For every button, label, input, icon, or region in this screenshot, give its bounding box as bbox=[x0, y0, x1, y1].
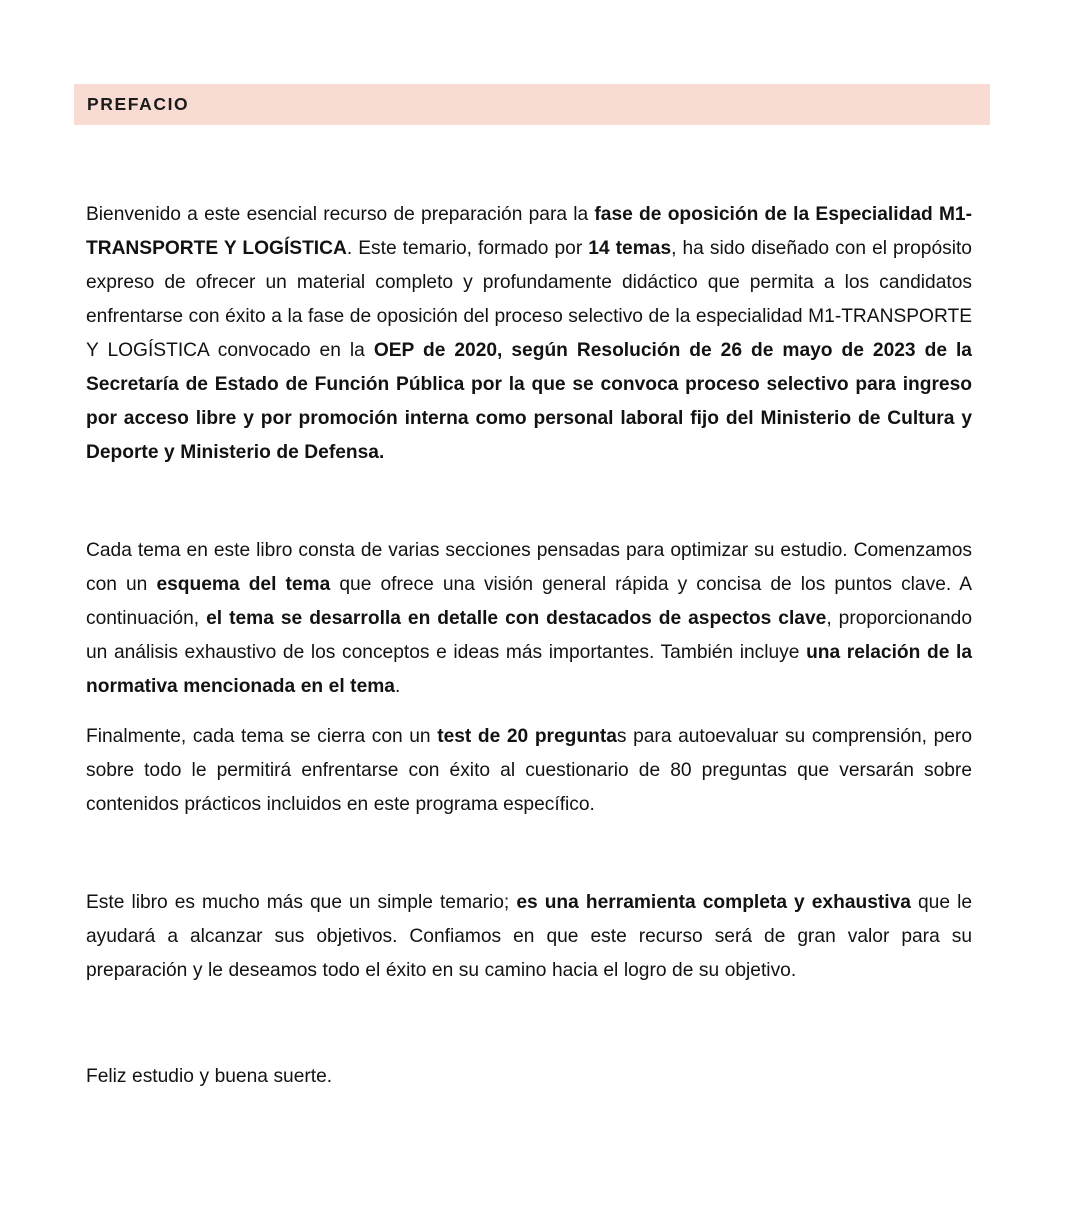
paragraph-estructura bbox=[86, 534, 972, 704]
text-run-regular: que le ayudará a alcanzar sus objetivos. Confiamos en que este recurso será de gran valor para su preparación y le deseamos todo el éxito en su camino hacia el logro de su objetivo. bbox=[86, 892, 972, 981]
paragraph-despedida bbox=[86, 1060, 972, 1094]
text-run-regular: . Este temario, formado por bbox=[346, 238, 589, 259]
text-run-bold: es una herramienta completa y exhaustiva bbox=[516, 892, 911, 913]
text-run-bold: test de 20 pregunta bbox=[437, 726, 617, 747]
text-run-bold: una relación de la normativa mencionada en el tema bbox=[86, 642, 972, 697]
text-run-bold: fase de oposición de la Especialidad M1-TRANSPORTE Y LOGÍSTICA bbox=[86, 204, 972, 259]
text-run-bold: OEP de 2020, según Resolución de 26 de mayo de 2023 de la Secretaría de Estado de Función Pública por la que se convoca proceso selectivo para ingreso por acceso libre y por promoción interna como personal laboral fijo del Ministerio de Cultura y Deporte y Ministerio de Defensa. bbox=[86, 340, 972, 463]
text-run-bold: el tema se desarrolla en detalle con destacados de aspectos clave bbox=[206, 608, 827, 629]
text-run-bold: esquema del tema bbox=[156, 574, 331, 595]
paragraph-spacer bbox=[86, 470, 972, 534]
text-run-regular: Este libro es mucho más que un simple temario; bbox=[86, 892, 517, 913]
section-header-title: PREFACIO bbox=[87, 94, 190, 114]
paragraph-spacer bbox=[86, 822, 972, 886]
paragraph-spacer bbox=[86, 704, 972, 720]
paragraph-cierre bbox=[86, 886, 972, 988]
text-run-regular: Finalmente, cada tema se cierra con un bbox=[86, 726, 438, 747]
paragraph-intro bbox=[86, 198, 972, 470]
section-header-band bbox=[74, 84, 990, 125]
text-run-regular: Cada tema en este libro consta de varias secciones pensadas para optimizar su estudio. Comenzamos con un bbox=[86, 540, 972, 595]
text-run-regular: s para autoevaluar su comprensión, pero sobre todo le permitirá enfrentarse con éxito al cuestionario de 80 preguntas que versarán sobre contenidos prácticos incluidos en este programa específico. bbox=[86, 726, 972, 815]
body-content bbox=[86, 198, 972, 1094]
text-run-bold: 14 temas bbox=[588, 238, 672, 259]
text-run-regular: Bienvenido a este esencial recurso de preparación para la bbox=[86, 204, 595, 225]
paragraph-test bbox=[86, 720, 972, 822]
paragraph-spacer bbox=[86, 988, 972, 1060]
text-run-regular: que ofrece una visión general rápida y concisa de los puntos clave. A continuación, bbox=[86, 574, 973, 629]
text-run-regular: , ha sido diseñado con el propósito expreso de ofrecer un material completo y profundamente didáctico que permita a los candidatos enfrentarse con éxito a la fase de oposición del proceso selectivo de la especialidad M1-TRANSPORTE Y LOGÍSTICA convocado en la bbox=[86, 238, 972, 361]
text-run-regular: , proporcionando un análisis exhaustivo de los conceptos e ideas más importantes. También incluye bbox=[86, 608, 972, 663]
text-run-regular: Feliz estudio y buena suerte. bbox=[86, 1066, 333, 1087]
text-run-regular: . bbox=[394, 676, 401, 697]
